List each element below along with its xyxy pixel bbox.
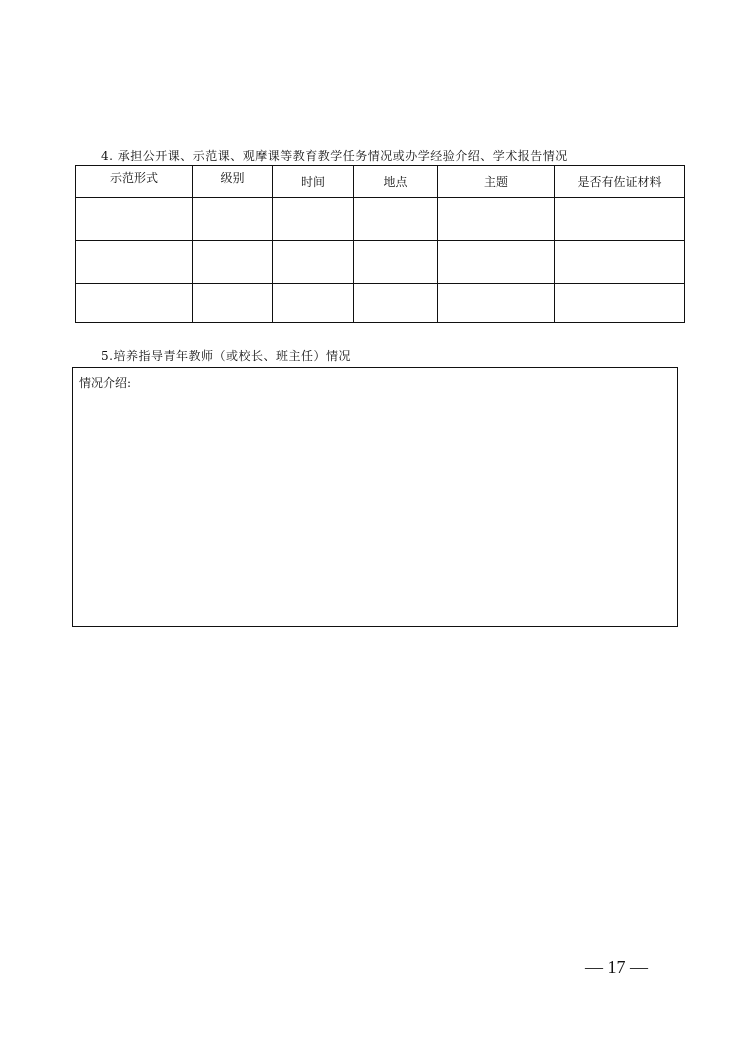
table-row [76, 198, 685, 241]
table-cell[interactable] [76, 284, 193, 323]
table-cell[interactable] [76, 241, 193, 284]
table-cell[interactable] [555, 241, 685, 284]
table-cell[interactable] [555, 198, 685, 241]
table-cell[interactable] [438, 198, 555, 241]
page-number: — 17 — [585, 957, 648, 977]
header-topic: 主题 [438, 166, 555, 198]
header-demo-form: 示范形式 [76, 166, 193, 198]
table-cell[interactable] [354, 198, 438, 241]
table-cell[interactable] [438, 241, 555, 284]
table-cell[interactable] [193, 284, 273, 323]
header-level: 级别 [193, 166, 273, 198]
header-evidence: 是否有佐证材料 [555, 166, 685, 198]
section-4-title: 4. 承担公开课、示范课、观摩课等教育教学任务情况或办学经验介绍、学术报告情况 [101, 149, 568, 163]
table-cell[interactable] [438, 284, 555, 323]
table-cell[interactable] [273, 284, 354, 323]
table-cell[interactable] [354, 284, 438, 323]
situation-description-box[interactable] [72, 367, 678, 627]
table-cell[interactable] [193, 198, 273, 241]
header-time: 时间 [273, 166, 354, 198]
table-cell[interactable] [273, 241, 354, 284]
header-location: 地点 [354, 166, 438, 198]
table-cell[interactable] [273, 198, 354, 241]
teaching-tasks-table [75, 165, 685, 323]
table-cell[interactable] [354, 241, 438, 284]
table-row [76, 284, 685, 323]
table-cell[interactable] [193, 241, 273, 284]
table-cell[interactable] [555, 284, 685, 323]
table-row [76, 241, 685, 284]
table-cell[interactable] [76, 198, 193, 241]
situation-description-label: 情况介绍: [79, 376, 132, 390]
table-header-row [76, 166, 685, 198]
section-5-title: 5.培养指导青年教师（或校长、班主任）情况 [101, 349, 351, 363]
